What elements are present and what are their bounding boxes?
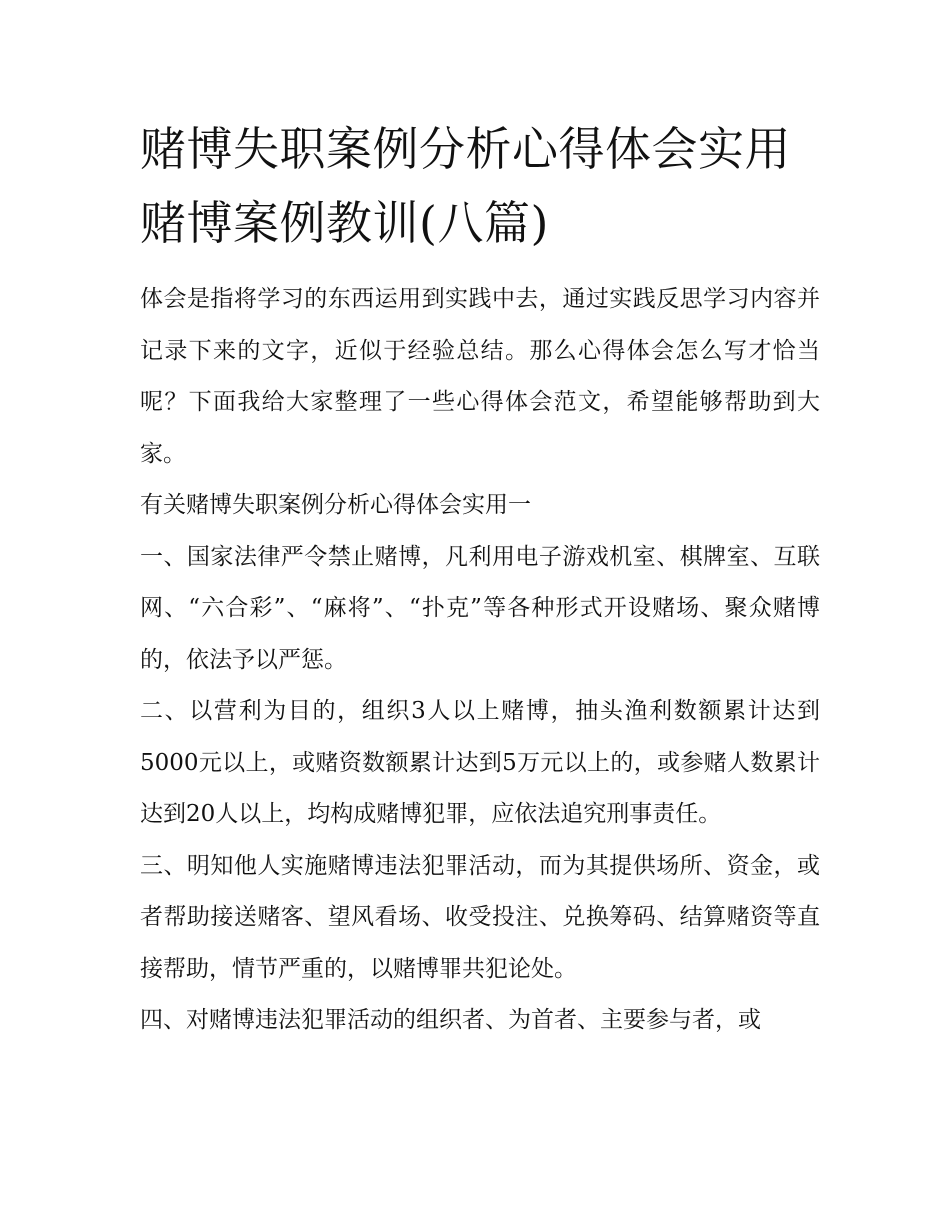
intro-paragraph: 体会是指将学习的东西运用到实践中去，通过实践反思学习内容并记录下来的文字，近似于经验总结。那么心得体会怎么写才恰当呢？下面我给大家整理了一些心得体会范文，希望能够帮助到大家。 <box>140 286 820 467</box>
paragraph-item-4: 四、对赌博违法犯罪活动的组织者、为首者、主要参与者，或 <box>140 1007 761 1033</box>
paragraph-item-1: 一、国家法律严令禁止赌博，凡利用电子游戏机室、棋牌室、互联网、“六合彩”、“麻将”、“扑克”等各种形式开设赌场、聚众赌博的，依法予以严惩。 <box>140 543 820 673</box>
paragraph-item-3: 三、明知他人实施赌博违法犯罪活动，而为其提供场所、资金，或者帮助接送赌客、望风看场、收受投注、兑换筹码、结算赌资等直接帮助，情节严重的，以赌博罪共犯论处。 <box>140 852 820 982</box>
document-title: 赌博失职案例分析心得体会实用 赌博案例教训(八篇) <box>140 122 791 250</box>
document-page <box>140 112 820 1047</box>
section-heading: 有关赌博失职案例分析心得体会实用一 <box>140 492 531 518</box>
paragraph-item-2: 二、以营利为目的，组织3人以上赌博，抽头渔利数额累计达到5000元以上，或赌资数额累计达到5万元以上的，或参赌人数累计达到20人以上，均构成赌博犯罪，应依法追究刑事责任。 <box>140 698 820 827</box>
